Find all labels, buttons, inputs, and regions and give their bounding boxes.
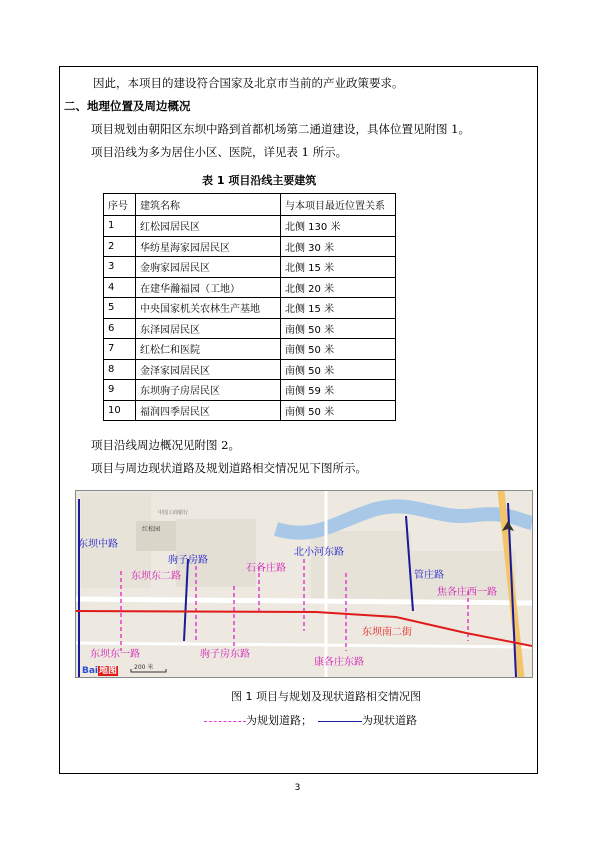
baidu-logo-text: Bai xyxy=(82,666,99,676)
paragraph-intersections: 项目与周边现状道路及规划道路相交情况见下图所示。 xyxy=(91,461,367,475)
table-row xyxy=(104,380,396,401)
table-row xyxy=(104,236,396,257)
legend-existing-label: 为现状道路 xyxy=(362,714,417,727)
paragraph-policy: 因此，本项目的建设符合国家及北京市当前的产业政策要求。 xyxy=(93,76,404,90)
paragraph-surroundings: 项目沿线周边概况见附图 2。 xyxy=(91,438,240,452)
table-cell: 1 xyxy=(104,216,136,237)
baidu-logo-map: 地图 xyxy=(99,666,118,676)
figure-caption: 图 1 项目与规划及现状道路相交情况图 xyxy=(231,690,421,703)
table-row xyxy=(104,359,396,380)
label-shigezhuang-road: 石各庄路 xyxy=(246,563,286,574)
table-header: 序号 xyxy=(104,194,136,216)
table-row xyxy=(104,318,396,339)
label-juzifangdong-road: 驹子房东路 xyxy=(200,649,250,660)
table-cell: 金泽家园居民区 xyxy=(136,359,281,380)
table-cell: 红松仁和医院 xyxy=(136,339,281,360)
table-header: 与本项目最近位置关系 xyxy=(281,194,396,216)
paragraph-location: 项目规划由朝阳区东坝中路到首都机场第二通道建设，具体位置见附图 1。 xyxy=(91,122,470,136)
label-guanzhuang-road: 管庄路 xyxy=(414,570,444,581)
table-cell: 在建华瀚福园（工地） xyxy=(136,277,281,298)
river xyxy=(276,506,532,532)
table-row xyxy=(104,257,396,278)
table-cell: 东泽园居民区 xyxy=(136,318,281,339)
table-cell: 红松园居民区 xyxy=(136,216,281,237)
legend-planned-label: 为规划道路； xyxy=(246,714,312,727)
table-cell: 南侧 59 米 xyxy=(281,380,396,401)
buildings-table xyxy=(103,193,396,421)
table-cell: 南侧 50 米 xyxy=(281,359,396,380)
table-cell: 金驹家园居民区 xyxy=(136,257,281,278)
table-cell: 北侧 130 米 xyxy=(281,216,396,237)
route-map xyxy=(75,490,533,678)
scale-label: 200 米 xyxy=(134,664,154,671)
paragraph-along-line: 项目沿线为多为居住小区、医院，详见表 1 所示。 xyxy=(91,145,348,159)
table-cell: 3 xyxy=(104,257,136,278)
table-row xyxy=(104,339,396,360)
table-cell: 福润四季居民区 xyxy=(136,400,281,421)
label-dongbadonger-road: 东坝东二路 xyxy=(131,571,181,582)
table-header: 建筑名称 xyxy=(136,194,281,216)
table-cell: 10 xyxy=(104,400,136,421)
legend-existing-swatch xyxy=(318,721,362,722)
table-cell: 7 xyxy=(104,339,136,360)
label-dongbadongyi-road: 东坝东一路 xyxy=(90,649,140,660)
table-header-row xyxy=(104,194,396,216)
table-cell: 9 xyxy=(104,380,136,401)
table-cell: 东坝驹子房居民区 xyxy=(136,380,281,401)
table-cell: 南侧 50 米 xyxy=(281,339,396,360)
table-cell: 8 xyxy=(104,359,136,380)
page-number: 3 xyxy=(294,783,301,793)
table-cell: 北侧 20 米 xyxy=(281,277,396,298)
label-dongbananer-street: 东坝南二街 xyxy=(362,627,412,638)
label-kanggezhuangdong-road: 康各庄东路 xyxy=(314,657,364,668)
label-dongbazhong-road: 东坝中路 xyxy=(78,539,118,550)
table-row xyxy=(104,277,396,298)
map-street xyxy=(76,643,532,647)
table-cell: 6 xyxy=(104,318,136,339)
poi-hongsongyuan: 红松园 xyxy=(142,526,161,533)
label-beixiaohedong-road: 北小河东路 xyxy=(294,547,344,558)
baidu-logo xyxy=(82,663,118,676)
table-title: 表 1 项目沿线主要建筑 xyxy=(202,174,317,187)
legend-existing xyxy=(318,712,417,728)
table-cell: 北侧 30 米 xyxy=(281,236,396,257)
table-cell: 南侧 50 米 xyxy=(281,318,396,339)
legend-planned xyxy=(204,712,312,728)
table-row xyxy=(104,298,396,319)
section-heading: 二、地理位置及周边概况 xyxy=(64,99,191,113)
table-cell: 北侧 15 米 xyxy=(281,298,396,319)
table-cell: 5 xyxy=(104,298,136,319)
legend-planned-swatch xyxy=(204,721,246,722)
table-cell: 4 xyxy=(104,277,136,298)
table-row xyxy=(104,216,396,237)
table-row xyxy=(104,400,396,421)
table-cell: 2 xyxy=(104,236,136,257)
label-jiaogezhuang-road: 焦各庄西一路 xyxy=(437,587,497,598)
table-cell: 华纺星海家园居民区 xyxy=(136,236,281,257)
table-cell: 中央国家机关农林生产基地 xyxy=(136,298,281,319)
poi-bank: 中国工商银行 xyxy=(158,510,189,516)
table-cell: 北侧 15 米 xyxy=(281,257,396,278)
label-juzifang-road: 驹子房路 xyxy=(168,555,208,566)
table-cell: 南侧 50 米 xyxy=(281,400,396,421)
